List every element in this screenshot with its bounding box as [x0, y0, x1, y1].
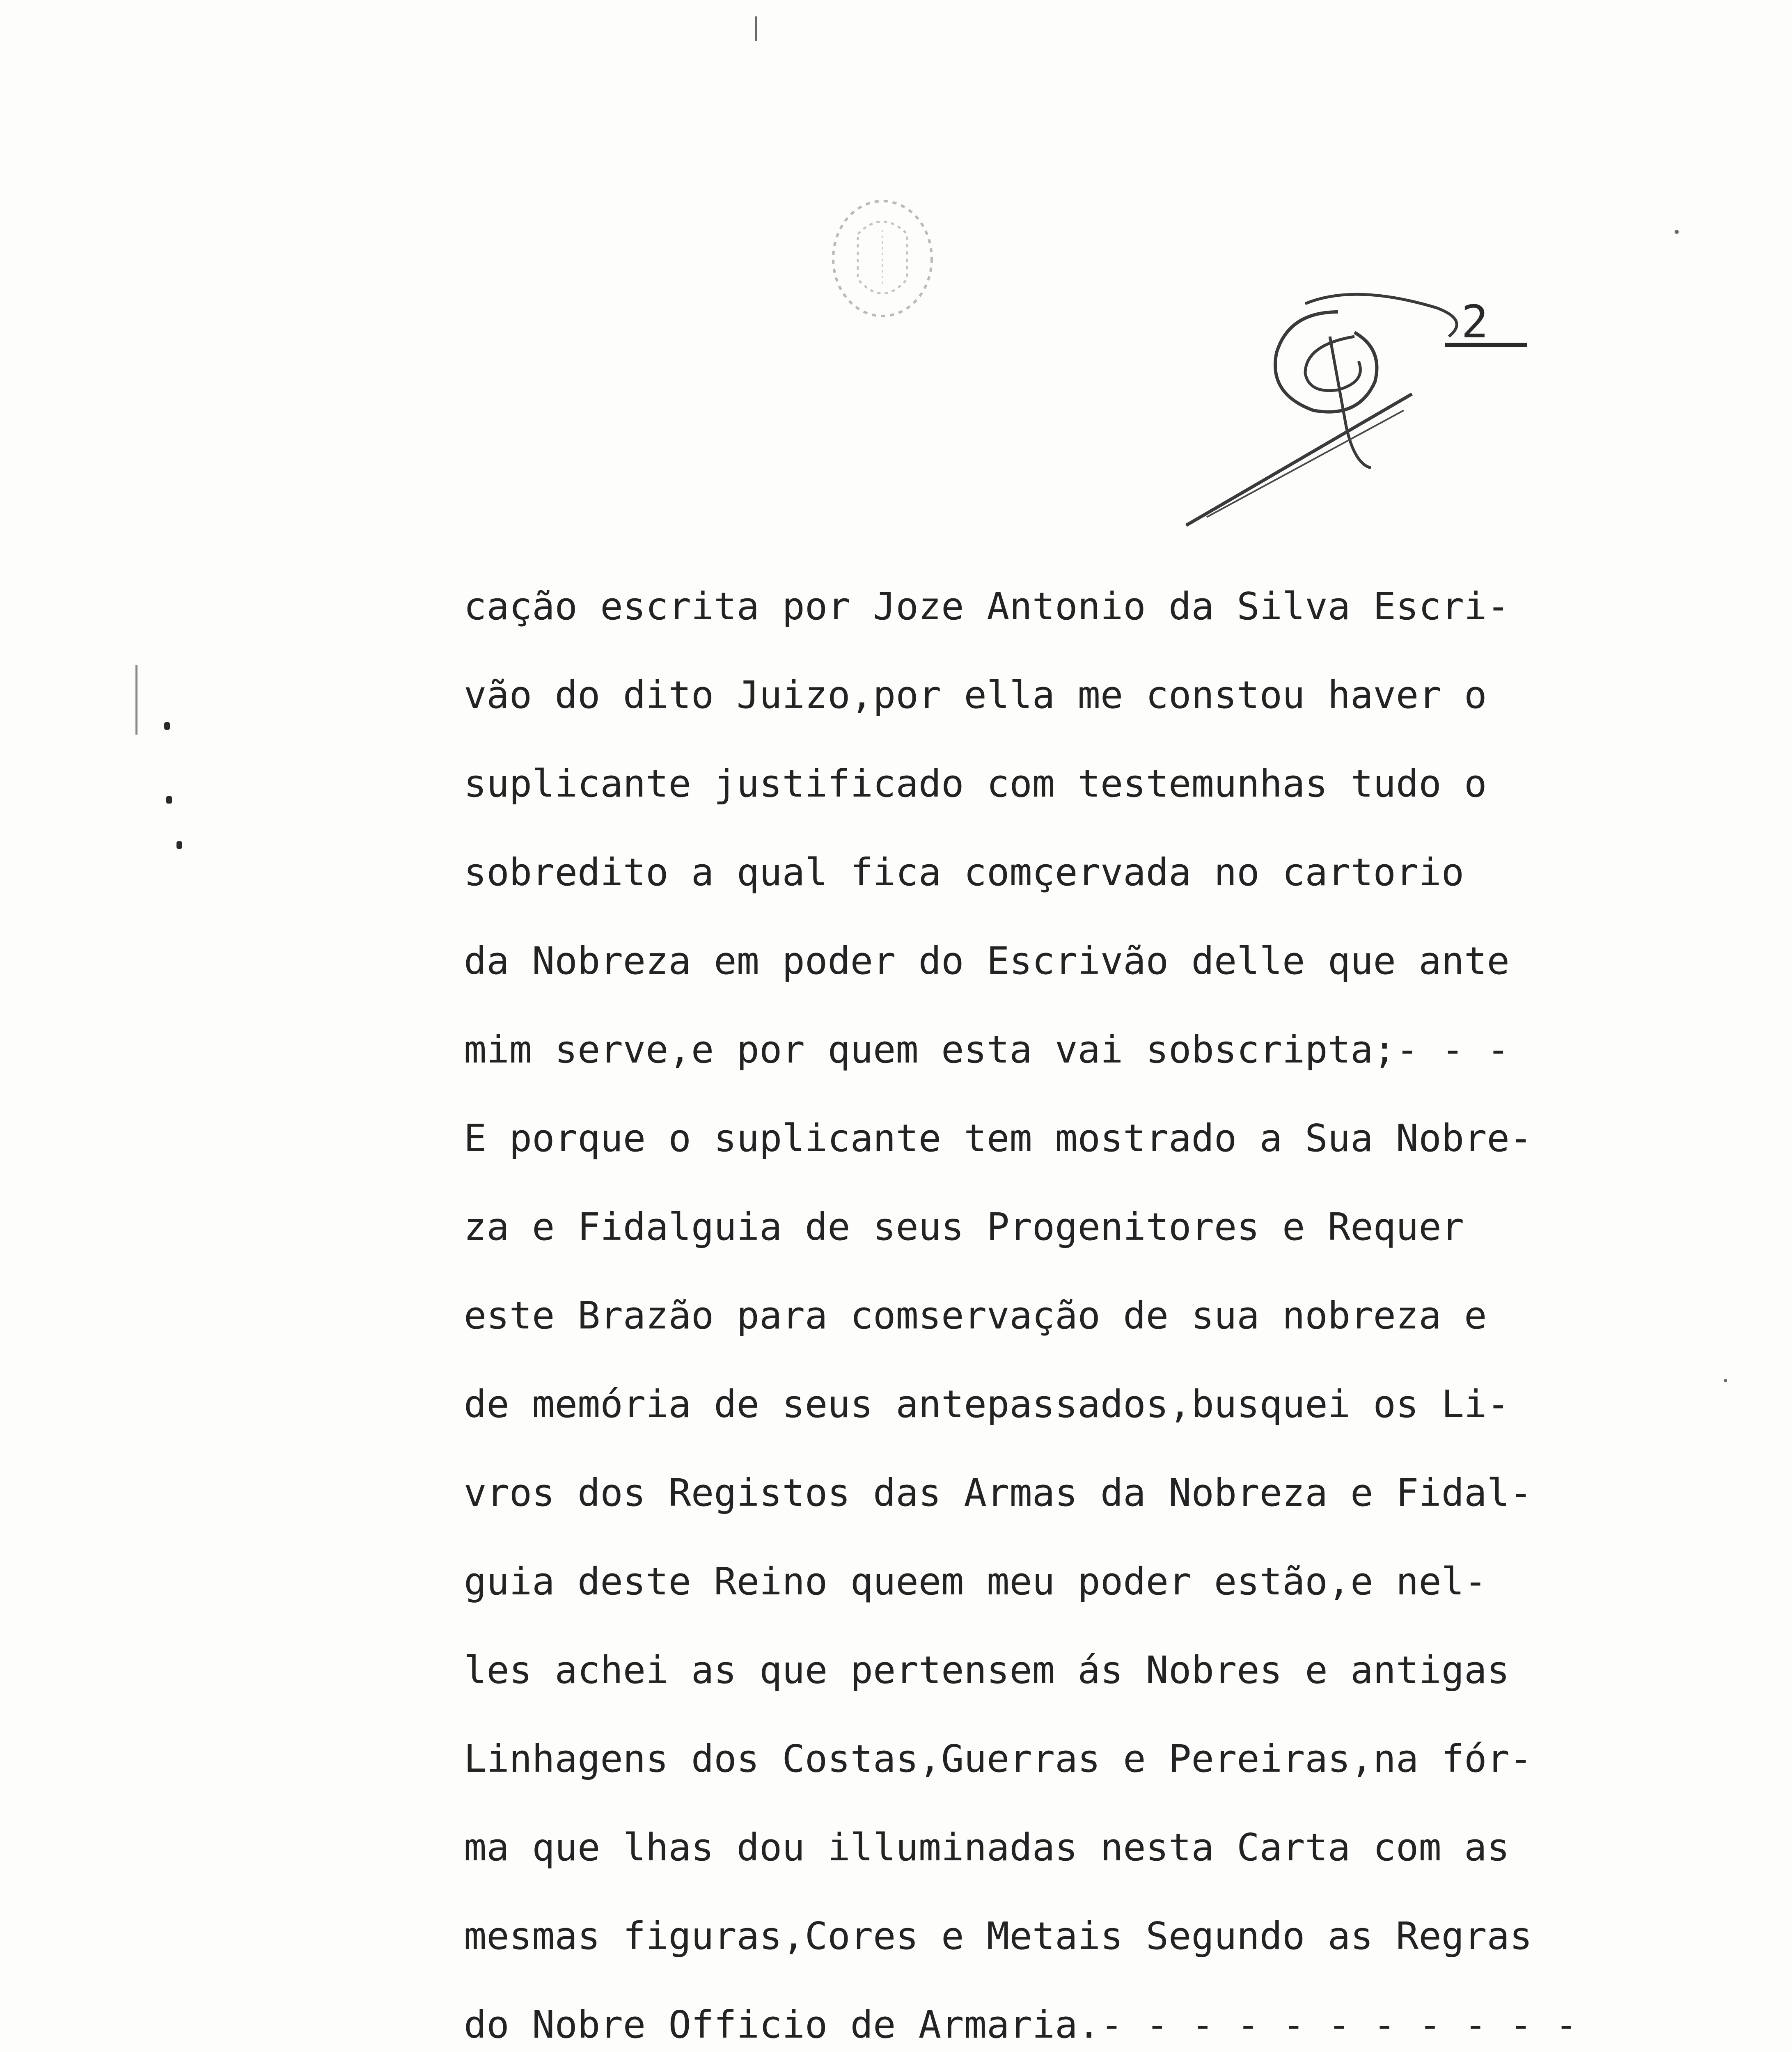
text-line: les achei as que pertensem ás Nobres e antigas	[464, 1648, 1510, 1692]
stray-mark	[755, 16, 757, 41]
text-line: vão do dito Juizo,por ella me constou haver o	[464, 673, 1487, 717]
text-line: cação escrita por Joze Antonio da Silva Escri-	[464, 584, 1510, 628]
text-line: mesmas figuras,Cores e Metais Segundo as Regras	[464, 1914, 1533, 1958]
text-line: suplicante justificado com testemunhas tudo o	[464, 762, 1487, 806]
text-line: de memória de seus antepassados,busquei os Li-	[464, 1382, 1510, 1426]
text-line: za e Fidalguia de seus Progenitores e Requer	[464, 1205, 1464, 1249]
margin-mark	[166, 796, 172, 804]
text-line: sobredito a qual fica comçervada no cartorio	[464, 850, 1464, 894]
stray-mark	[1675, 230, 1679, 234]
page-number: 2	[1461, 295, 1489, 348]
document-text	[464, 562, 1654, 2052]
stray-mark	[1724, 1379, 1727, 1382]
margin-mark	[164, 722, 170, 730]
text-line: da Nobreza em poder do Escrivão delle que ante	[464, 939, 1510, 983]
text-line: mim serve,e por quem esta vai sobscripta;- - -	[464, 1028, 1510, 1072]
text-line: guia deste Reino queem meu poder estão,e nel-	[464, 1560, 1487, 1603]
text-line: este Brazão para comservação de sua nobreza e	[464, 1294, 1487, 1337]
text-line: ma que lhas dou illuminadas nesta Carta com as	[464, 1825, 1510, 1869]
margin-rule	[135, 665, 137, 735]
text-line: vros dos Registos das Armas da Nobreza e Fidal-	[464, 1471, 1533, 1515]
text-line: do Nobre Officio de Armaria.- - - - - - - - - - -	[464, 2003, 1578, 2047]
text-line: Linhagens dos Costas,Guerras e Pereiras,na fór-	[464, 1737, 1533, 1781]
text-line: E porque o suplicante tem mostrado a Sua Nobre-	[464, 1116, 1533, 1160]
signature-flourish	[1182, 287, 1551, 550]
faint-seal-stamp	[813, 185, 952, 332]
margin-mark	[176, 841, 182, 849]
